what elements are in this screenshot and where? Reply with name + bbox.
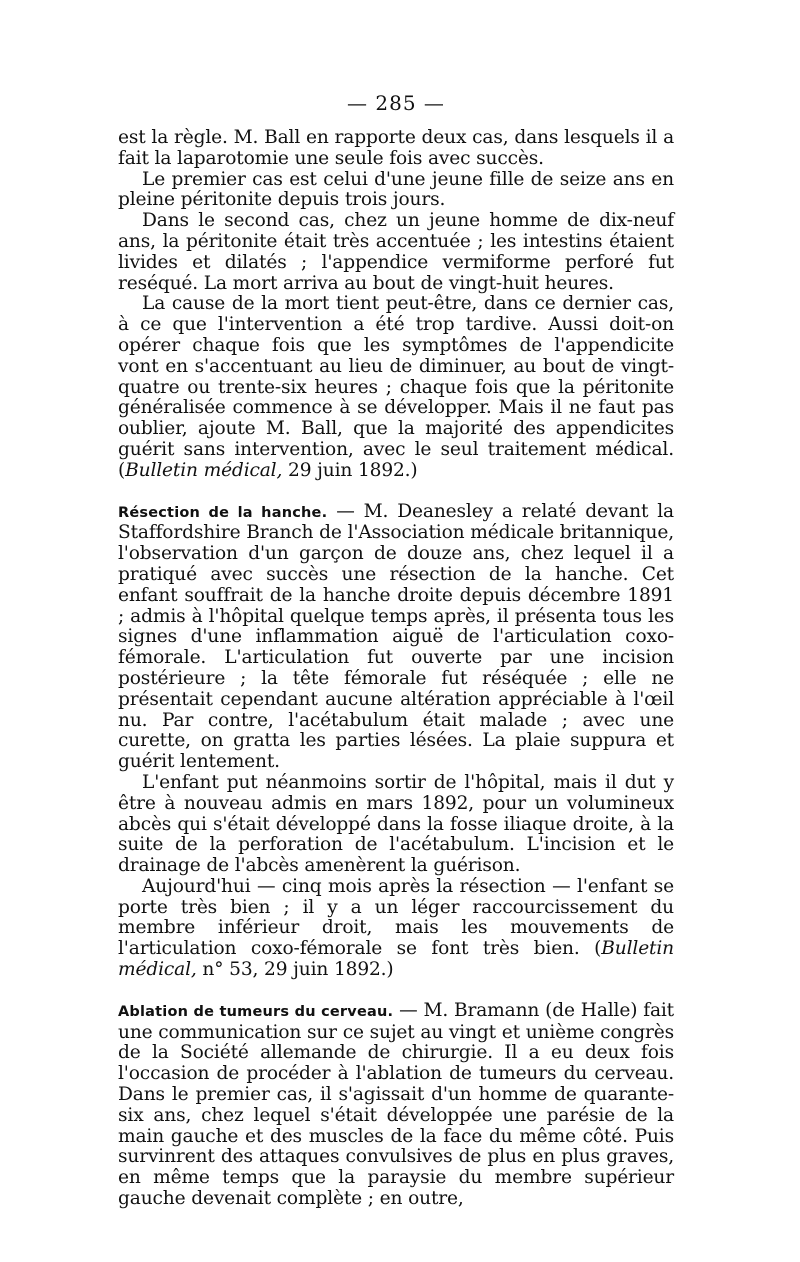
hip-paragraph-1 bbox=[118, 502, 674, 773]
intro-paragraph-4-text: La cause de la mort tient peut-être, dans ce dernier cas, à ce que l'intervention a été trop tardive. Aussi doit-on opérer chaque fois que les symptômes de l'appendicite vont en s'accentuant au lieu de diminuer, au bout de vingt-quatre ou trente-six heures ; chaque fois que la péritonite généralisée commence à se développer. Mais il ne faut pas oublier, ajoute M. Ball, que la majorité des appendicites guérit sans intervention, avec le seul traitement médical. ( bbox=[118, 293, 674, 481]
intro-paragraph-1: est la règle. M. Ball en rapporte deux cas, dans lesquels il a fait la laparotomie une seule fois avec succès. bbox=[118, 127, 674, 169]
hip-paragraph-2: L'enfant put néanmoins sortir de l'hôpital, mais il dut y être à nouveau admis en mars 1892, pour un volumineux abcès qui s'était développé dans la fosse iliaque droite, à la suite de la perforation de l'acétabulum. L'incision et le drainage de l'abcès amenèrent la guérison. bbox=[118, 771, 674, 877]
hip-paragraph-3-text: Aujourd'hui — cinq mois après la résection — l'enfant se porte très bien ; il y a un léger raccourcissement du membre inférieur droit, mais les mouvements de l'articulation coxo-fémorale se font très bien. ( bbox=[118, 875, 674, 960]
hip-paragraph-3-source: Bulletin médical, bbox=[118, 938, 674, 981]
section-hip-resection bbox=[118, 502, 674, 981]
intro-paragraph-4-date: 29 juin 1892.) bbox=[282, 459, 418, 481]
section-brain-tumors bbox=[118, 1001, 674, 1210]
intro-paragraph-2: Le premier cas est celui d'une jeune fille de seize ans en pleine péritonite depuis trois jours. bbox=[118, 168, 674, 211]
hip-paragraph-1-text: — M. Deanesley a relaté devant la Staffordshire Branch de l'Association médicale britannique, l'observation d'un garçon de douze ans, chez lequel il a pratiqué avec succès une résection de la hanche. Cet enfant souffrait de la hanche droite depuis décembre 1891 ; admis à l'hôpital quelque temps après, il présenta tous les signes d'une inflammation aiguë de l'articulation coxo-fémorale. L'articulation fut ouverte par une incision postérieure ; la tête fémorale fut réséquée ; elle ne présentait cependant aucune altération appréciable à l'œil nu. Par contre, l'acétabulum était malade ; avec une curette, on gratta les parties lésées. La plaie suppura et guérit lentement. bbox=[118, 500, 674, 773]
brain-paragraph-1-text: — M. Bramann (de Halle) fait une communication sur ce sujet au vingt et unième congrès de la Société allemande de chirurgie. Il a eu deux fois l'occasion de procéder à l'ablation de tumeurs du cerveau. Dans le premier cas, il s'agissait d'un homme de quarante-six ans, chez lequel s'était développée une parésie de la main gauche et des muscles de la face du même côté. Puis survinrent des attaques convulsives de plus en plus graves, en même temps que la paraysie du membre supérieur gauche devenait complète ; en outre, bbox=[118, 999, 674, 1210]
brain-paragraph-1 bbox=[118, 1001, 674, 1210]
section-title-hip: Résection de la hanche. bbox=[118, 504, 328, 521]
hip-paragraph-3-date: n° 53, 29 juin 1892.) bbox=[196, 959, 394, 981]
book-page bbox=[118, 88, 674, 1210]
hip-paragraph-3 bbox=[118, 877, 674, 981]
intro-paragraph-4 bbox=[118, 294, 674, 481]
intro-paragraph-4-source: Bulletin médical, bbox=[125, 459, 283, 481]
section-title-brain: Ablation de tumeurs du cerveau. bbox=[118, 1003, 394, 1020]
page-number: — 285 — bbox=[347, 91, 445, 115]
intro-paragraph-3: Dans le second cas, chez un jeune homme de dix-neuf ans, la péritonite était très accentuée ; les intestins étaient livides et dilatés ; l'appendice vermiforme perforé fut reséqué. La mort arriva au bout de vingt-huit heures. bbox=[118, 210, 674, 294]
